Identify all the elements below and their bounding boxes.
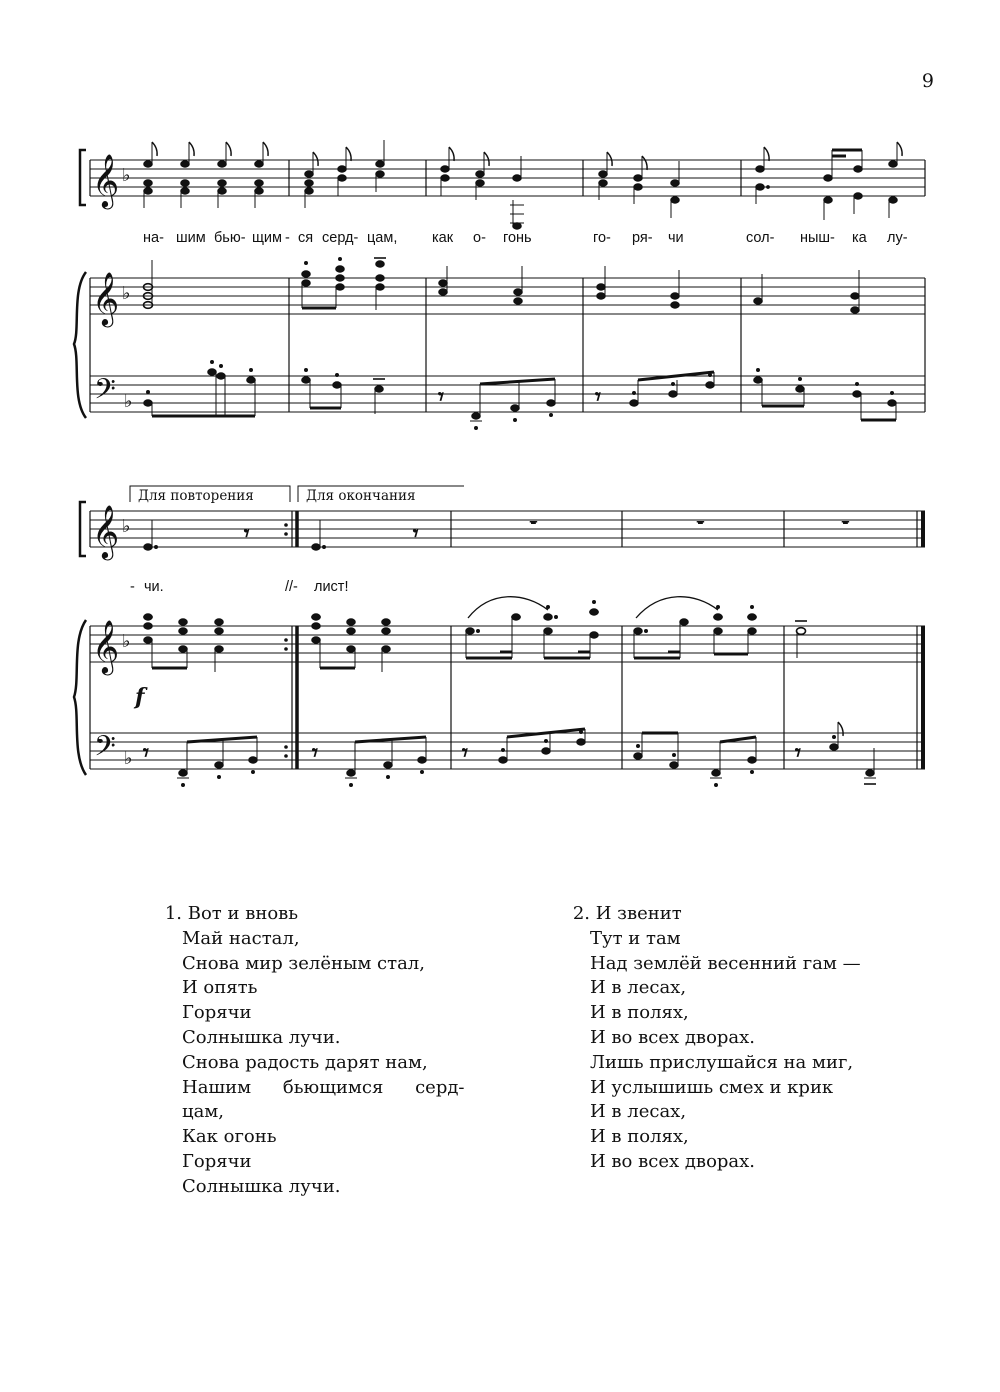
flat-icon: ♭ <box>122 631 131 652</box>
lyric-syllable: как <box>432 230 454 246</box>
note-chord <box>634 156 647 204</box>
note <box>830 722 843 750</box>
verse-number: 1. <box>164 903 182 924</box>
note-chord <box>338 147 351 196</box>
piano-brace <box>74 620 86 775</box>
verse-line: Май настал, <box>182 927 300 949</box>
eighth-rest-icon: 𝄾 <box>143 741 149 766</box>
chord <box>302 262 311 309</box>
note <box>373 364 385 414</box>
lyric-syllable: - <box>130 579 135 595</box>
barlines-2 <box>451 511 784 769</box>
verse-1 <box>164 902 465 1200</box>
beamed-group <box>470 379 555 430</box>
beamed-group <box>853 383 897 421</box>
lyric-syllable: цам, <box>367 230 398 246</box>
note-chord <box>599 152 612 200</box>
verse-line: Солнышка лучи. <box>182 1175 341 1197</box>
verse-line: И во всех дворах. <box>590 1026 756 1048</box>
chord <box>514 266 523 304</box>
beamed-group <box>713 606 757 655</box>
verse-number: 2. <box>572 903 590 924</box>
verse-2 <box>572 902 890 1175</box>
verse-line: И во всех дворах. <box>590 1150 756 1172</box>
eighth-rest-icon: 𝄾 <box>438 385 444 410</box>
lyric-syllable: на- <box>143 230 164 246</box>
lyric-syllable: шим <box>176 230 206 246</box>
note-chord <box>889 142 902 218</box>
final-barline <box>917 511 923 769</box>
beamed-notes <box>217 365 256 417</box>
lyric-syllable: - <box>285 230 290 246</box>
bass-clef-icon: 𝄢 <box>94 373 116 413</box>
piano-brace <box>74 272 86 418</box>
note-chord <box>510 156 524 229</box>
lyric-syllable: //- <box>285 579 298 595</box>
beamed-group <box>710 737 756 787</box>
system-1 <box>74 150 925 418</box>
eighth-rest-icon: 𝄾 <box>795 741 801 766</box>
vocal-notes-1 <box>144 140 902 229</box>
verse-line: И опять <box>182 977 258 999</box>
half-note <box>795 621 807 658</box>
lyric-syllable: лист! <box>314 579 349 595</box>
verse-line: И услышишь смех и крик <box>590 1076 834 1098</box>
chord <box>311 614 321 668</box>
beamed-group <box>144 361 255 417</box>
treble-clef-icon: 𝄞 <box>92 504 120 558</box>
lyric-syllable: лу- <box>887 230 908 246</box>
verse-line: Как огонь <box>182 1126 277 1148</box>
whole-rest-icon: 𝄻 <box>697 516 704 537</box>
lyric-syllable: щим <box>252 230 282 246</box>
whole-rest-icon: 𝄻 <box>530 516 537 537</box>
repeat-dots <box>284 523 288 758</box>
lyric-syllable: чи <box>668 230 684 246</box>
verse-line: И в полях, <box>590 1002 689 1024</box>
lyric-syllable: сол- <box>746 230 775 246</box>
note-chord <box>218 142 231 208</box>
verse-line: Снова радость дарят нам, <box>182 1051 428 1073</box>
piano-treble-staff-1 <box>90 278 925 314</box>
vocal-bracket <box>80 502 86 556</box>
beamed-group <box>499 729 586 763</box>
note-chord <box>441 147 454 196</box>
eighth-rest-icon: 𝄾 <box>413 521 419 545</box>
lyric-syllable: гонь <box>503 230 532 246</box>
volta-1-label: Для повторения <box>138 488 254 504</box>
verse-line: Горячи <box>182 1150 252 1172</box>
verse-line: Солнышка лучи. <box>182 1026 341 1048</box>
bass-clef-icon: 𝄢 <box>94 730 116 770</box>
verse-line <box>572 902 890 927</box>
dotted-quarter <box>312 520 326 550</box>
chord <box>439 266 448 295</box>
verse-line-text: И звенит <box>595 903 682 924</box>
dotted-quarter <box>144 520 158 550</box>
beamed-group <box>544 601 599 659</box>
chord <box>851 270 860 313</box>
chord <box>671 270 680 308</box>
flat-icon: ♭ <box>124 748 133 769</box>
lyric-syllable: ря- <box>632 230 653 246</box>
repeat-barline <box>292 511 297 769</box>
page-number: 9 <box>921 70 934 92</box>
verse-line: Нашим бьющимся серд- <box>182 1076 465 1098</box>
beamed-group <box>345 737 426 787</box>
verse-line: Снова мир зелёным стал, <box>182 952 425 974</box>
flat-icon: ♭ <box>122 516 131 537</box>
lyrics-1 <box>143 230 908 246</box>
half-chord <box>144 260 153 308</box>
lyric-syllable: ся <box>298 230 314 246</box>
chord <box>597 266 606 299</box>
flat-icon: ♭ <box>122 283 131 304</box>
note <box>864 748 876 784</box>
chord <box>374 258 386 310</box>
beamed-group <box>177 737 257 787</box>
note-chord <box>476 152 489 200</box>
beamed-group <box>302 369 342 409</box>
flat-icon: ♭ <box>122 165 131 186</box>
note-chord <box>255 142 268 208</box>
note-chord <box>376 140 385 192</box>
eighth-rest-icon: 𝄾 <box>312 741 318 766</box>
piano-bass-notes-2 <box>143 722 876 787</box>
lyric-syllable: ныш- <box>800 230 835 246</box>
eighth-rest-icon: 𝄾 <box>462 741 468 766</box>
verse-line <box>164 902 462 927</box>
verse-line: Лишь прислушайся на миг, <box>590 1051 854 1073</box>
volta-2-label: Для окончания <box>306 488 416 504</box>
chord <box>143 614 153 668</box>
verse-line: И в полях, <box>590 1126 689 1148</box>
verse-line: цам, <box>182 1101 225 1123</box>
flat-icon: ♭ <box>124 391 133 412</box>
vocal-notes-2 <box>144 516 849 550</box>
note-chord <box>144 142 157 208</box>
verse-line: И в лесах, <box>590 1101 687 1123</box>
beamed-group <box>634 619 689 658</box>
verse-line: Горячи <box>182 1002 252 1024</box>
verse-line: Над землёй весенний гам — <box>590 952 861 974</box>
dynamic-forte: f <box>135 684 145 710</box>
beamed-group <box>754 369 805 407</box>
treble-clef-icon: 𝄞 <box>92 619 120 673</box>
note-chord <box>756 147 770 204</box>
verse-line: И в лесах, <box>590 977 687 999</box>
lyric-syllable: серд- <box>322 230 359 246</box>
slur <box>636 597 718 618</box>
lyric-syllable: чи. <box>144 579 164 595</box>
note-chord <box>181 142 194 208</box>
lyric-syllable: о- <box>473 230 486 246</box>
vocal-staff-2 <box>90 511 925 547</box>
chord <box>215 619 224 672</box>
eighth-rest-icon: 𝄾 <box>595 385 601 410</box>
whole-rest-icon: 𝄻 <box>842 516 849 537</box>
lyric-syllable: бью- <box>214 230 246 246</box>
system-2 <box>74 486 925 775</box>
lyrics-2 <box>130 579 348 595</box>
slur <box>468 597 548 618</box>
chord <box>382 619 391 672</box>
beamed-group <box>630 372 715 406</box>
verse-line-text: Вот и вновь <box>187 903 299 924</box>
vocal-bracket <box>80 150 86 205</box>
note <box>754 274 763 304</box>
eighth-rest-icon: 𝄾 <box>244 521 250 545</box>
piano-bass-notes-1 <box>144 361 897 430</box>
treble-clef-icon: 𝄞 <box>92 271 120 325</box>
verse-line: Тут и там <box>590 927 681 949</box>
vocal-staff-1 <box>90 160 925 196</box>
lyric-syllable: го- <box>593 230 611 246</box>
lyric-syllable: ка <box>852 230 867 246</box>
note-chord <box>671 161 680 218</box>
treble-clef-icon: 𝄞 <box>92 153 120 207</box>
